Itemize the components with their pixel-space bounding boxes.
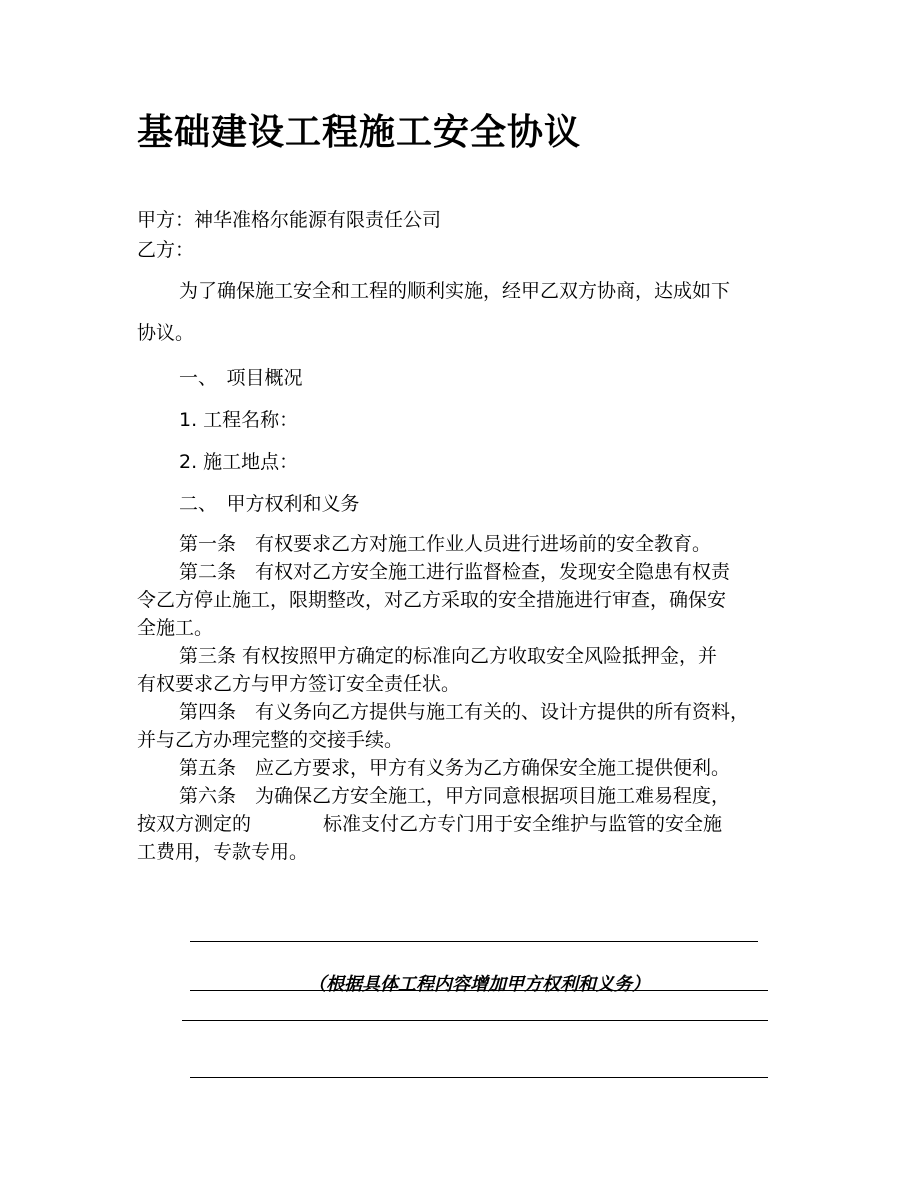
fill-in-line-4 (190, 1077, 768, 1078)
article-6-line-2-before: 按双方测定的 (137, 813, 252, 835)
article-6-line-2-after: 标准支付乙方专门用于安全维护与监管的安全施 (323, 813, 723, 835)
party-a: 甲方：神华准格尔能源有限责任公司 (137, 209, 442, 231)
article-5 (137, 754, 795, 782)
party-b: 乙方： (137, 239, 195, 261)
fill-in-line-1 (190, 941, 758, 942)
intro-paragraph (137, 270, 797, 354)
article-4-line-1: 第四条 有义务向乙方提供与施工有关的、设计方提供的所有资料， (179, 701, 750, 723)
article-2-line-2: 令乙方停止施工，限期整改，对乙方采取的安全措施进行审查，确保安 (137, 589, 727, 611)
article-3-line-2: 有权要求乙方与甲方签订安全责任状。 (137, 673, 461, 695)
article-2 (137, 558, 795, 642)
article-2-line-3: 全施工。 (137, 617, 214, 639)
article-5-line-1: 第五条 应乙方要求，甲方有义务为乙方确保安全施工提供便利。 (179, 757, 731, 779)
section-1-item-1: 1. 工程名称： (179, 409, 299, 431)
article-2-line-1: 第二条 有权对乙方安全施工进行监督检查，发现安全隐患有权责 (179, 561, 731, 583)
fill-in-line-3 (182, 1020, 768, 1021)
document-title: 基础建设工程施工安全协议 (137, 112, 582, 153)
article-4-line-2: 并与乙方办理完整的交接手续。 (137, 729, 404, 751)
article-3-line-1: 第三条 有权按照甲方确定的标准向乙方收取安全风险抵押金，并 (179, 645, 718, 667)
section-2-heading: 二、 甲方权利和义务 (179, 493, 360, 515)
fill-in-line-2 (190, 990, 768, 991)
article-6-line-2 (137, 810, 795, 838)
article-1 (137, 530, 795, 558)
section-1-heading: 一、 项目概况 (179, 367, 303, 389)
intro-line-1: 为了确保施工安全和工程的顺利实施，经甲乙双方协商，达成如下 (179, 280, 731, 302)
article-3 (137, 642, 795, 698)
supplement-note: （根据具体工程内容增加甲方权利和义务） (308, 974, 650, 995)
article-6-line-1: 第六条 为确保乙方安全施工，甲方同意根据项目施工难易程度， (179, 785, 731, 807)
article-6-line-3: 工费用，专款专用。 (137, 841, 309, 863)
intro-line-2: 协议。 (137, 322, 195, 344)
article-6 (137, 782, 795, 866)
article-list (137, 530, 795, 866)
section-1-item-2: 2. 施工地点： (179, 451, 299, 473)
article-4 (137, 698, 795, 754)
article-1-line-1: 第一条 有权要求乙方对施工作业人员进行进场前的安全教育。 (179, 533, 712, 555)
